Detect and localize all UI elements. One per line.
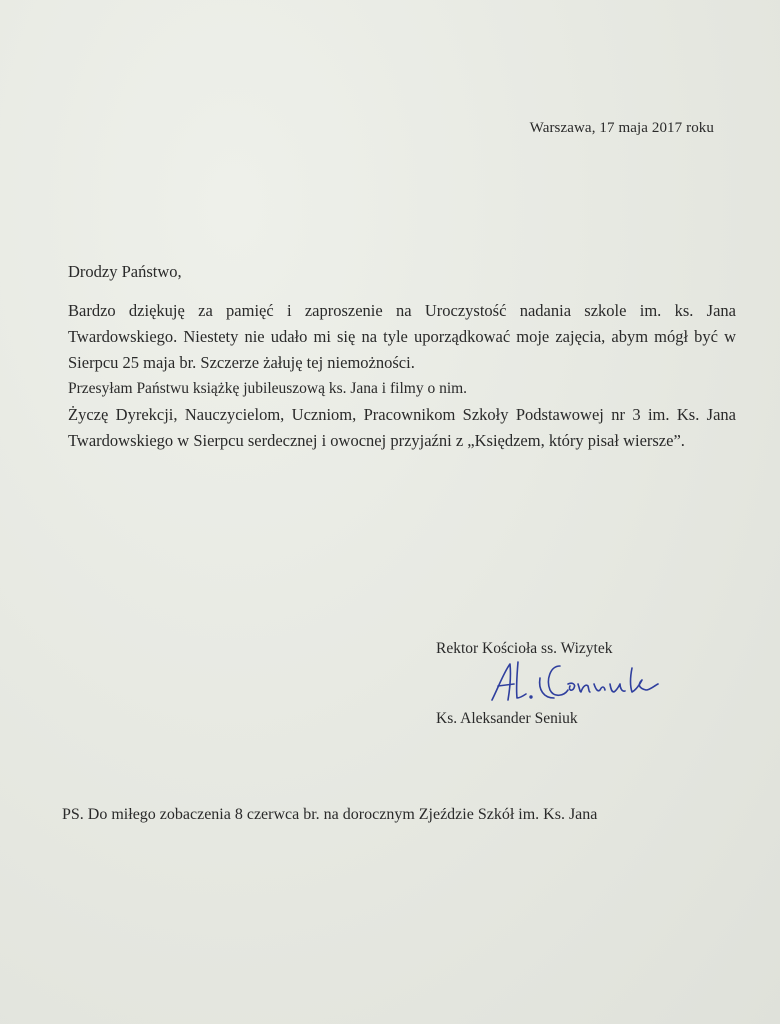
signature-name: Ks. Aleksander Seniuk — [436, 710, 578, 727]
paragraph-thanks: Bardzo dziękuję za pamięć i zaproszenie na Uroczystość nadania szkole im. ks. Jana Twardowskiego. Niestety nie udało mi się na tyle uporządkować moje zajęcia, abym mógł być w Sierpcu 25 maja br. Szczerze żałuję tej niemożności. — [68, 301, 736, 372]
paragraph-wishes: Życzę Dyrekcji, Nauczycielom, Uczniom, Pracownikom Szkoły Podstawowej nr 3 im. Ks. Jana Twardowskiego w Sierpcu serdecznej i owocnej przyjaźni z „Księdzem, który pisał wiersze”. — [68, 405, 736, 450]
signature-title: Rektor Kościoła ss. Wizytek — [436, 640, 613, 657]
handwritten-signature — [484, 654, 664, 704]
letter-salutation: Drodzy Państwo, — [68, 262, 182, 281]
letter-body — [68, 298, 736, 454]
postscript: PS. Do miłego zobaczenia 8 czerwca br. na dorocznym Zjeździe Szkół im. Ks. Jana — [62, 806, 598, 823]
paragraph-book: Przesyłam Państwu książkę jubileuszową ks. Jana i filmy o nim. — [68, 380, 468, 397]
letter-date: Warszawa, 17 maja 2017 roku — [529, 120, 714, 136]
